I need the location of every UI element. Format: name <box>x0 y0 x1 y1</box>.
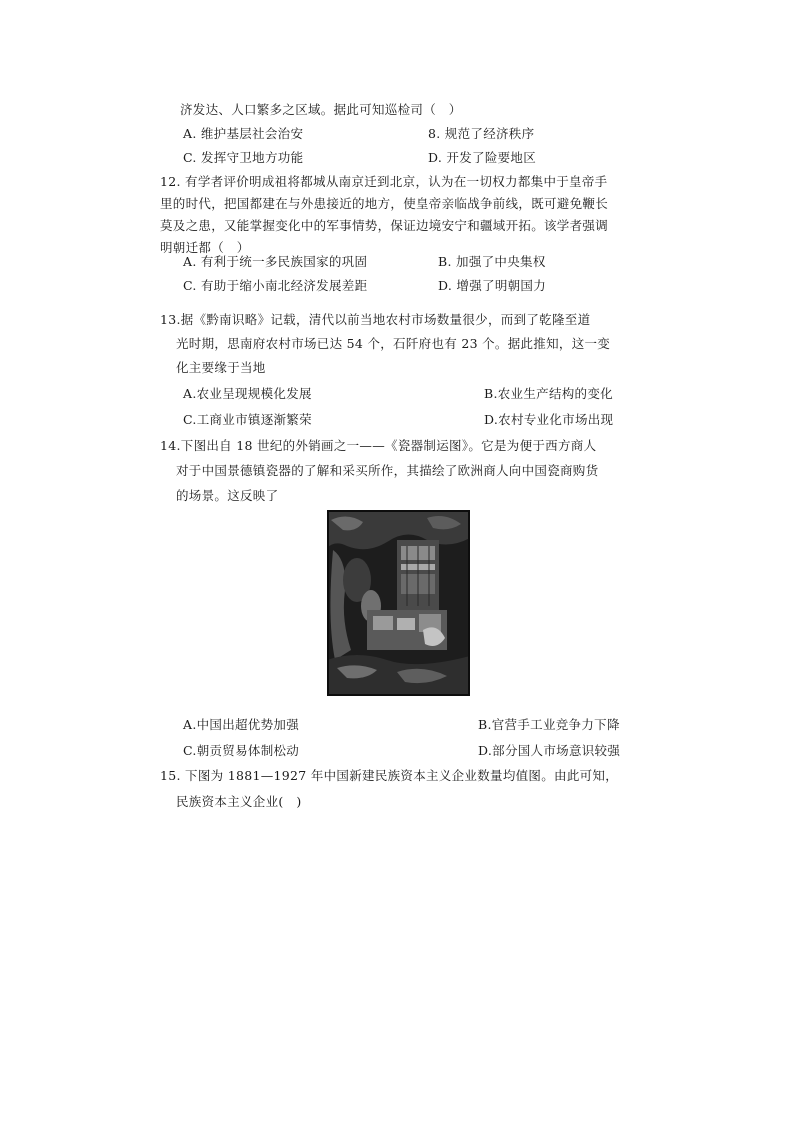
q12-stem-line-3: 莫及之患，又能掌握变化中的军事情势，保证边境安宁和疆域开拓。该学者强调 <box>160 218 609 233</box>
porcelain-trade-painting <box>327 510 470 696</box>
q11-option-a[interactable]: A. 维护基层社会治安 <box>183 126 304 141</box>
q11-option-b[interactable]: 8. 规范了经济秩序 <box>428 126 535 141</box>
q12-stem-line-4: 明朝迁都（ ） <box>160 240 250 255</box>
q12-option-c[interactable]: C. 有助于缩小南北经济发展差距 <box>183 278 368 293</box>
q13-option-a[interactable]: A.农业呈现规模化发展 <box>183 386 312 401</box>
q14-option-b[interactable]: B.官营手工业竞争力下降 <box>478 717 620 732</box>
q12-option-b[interactable]: B. 加强了中央集权 <box>438 254 546 269</box>
q13-stem-line-1: 13.据《黔南识略》记载，清代以前当地农村市场数量很少，而到了乾隆至道 <box>160 312 591 327</box>
q14-option-d[interactable]: D.部分国人市场意识较强 <box>478 743 621 758</box>
q13-option-d[interactable]: D.农村专业化市场出现 <box>484 412 614 427</box>
q11-stem-continuation: 济发达、人口繁多之区域。据此可知巡检司（ ） <box>180 102 462 117</box>
q12-stem-line-1: 12. 有学者评价明成祖将都城从南京迁到北京，认为在一切权力都集中于皇帝手 <box>160 174 608 189</box>
q15-stem-line-1: 15. 下图为 1881—1927 年中国新建民族资本主义企业数量均值图。由此可知， <box>160 768 619 783</box>
q13-stem-line-3: 化主要缘于当地 <box>176 360 266 375</box>
q13-stem-line-2: 光时期，思南府农村市场已达 54 个，石阡府也有 23 个。据此推知，这一变 <box>176 336 611 351</box>
q12-option-d[interactable]: D. 增强了明朝国力 <box>438 278 547 293</box>
q14-stem-line-3: 的场景。这反映了 <box>176 488 279 503</box>
q11-option-d[interactable]: D. 开发了险要地区 <box>428 150 537 165</box>
q13-option-c[interactable]: C.工商业市镇逐渐繁荣 <box>183 412 312 427</box>
q12-stem-line-2: 里的时代，把国都建在与外患接近的地方，使皇帝亲临战争前线，既可避免鞭长 <box>160 196 609 211</box>
q14-stem-line-1: 14.下图出自 18 世纪的外销画之一——《瓷器制运图》。它是为便于西方商人 <box>160 438 597 453</box>
q15-stem-line-2: 民族资本主义企业( ) <box>176 794 302 809</box>
q11-option-c[interactable]: C. 发挥守卫地方功能 <box>183 150 304 165</box>
q13-option-b[interactable]: B.农业生产结构的变化 <box>484 386 613 401</box>
q14-stem-line-2: 对于中国景德镇瓷器的了解和采买所作，其描绘了欧洲商人向中国瓷商购货 <box>176 463 599 478</box>
q14-option-a[interactable]: A.中国出超优势加强 <box>183 717 300 732</box>
q12-option-a[interactable]: A. 有利于统一多民族国家的巩固 <box>183 254 368 269</box>
q14-option-c[interactable]: C.朝贡贸易体制松动 <box>183 743 300 758</box>
